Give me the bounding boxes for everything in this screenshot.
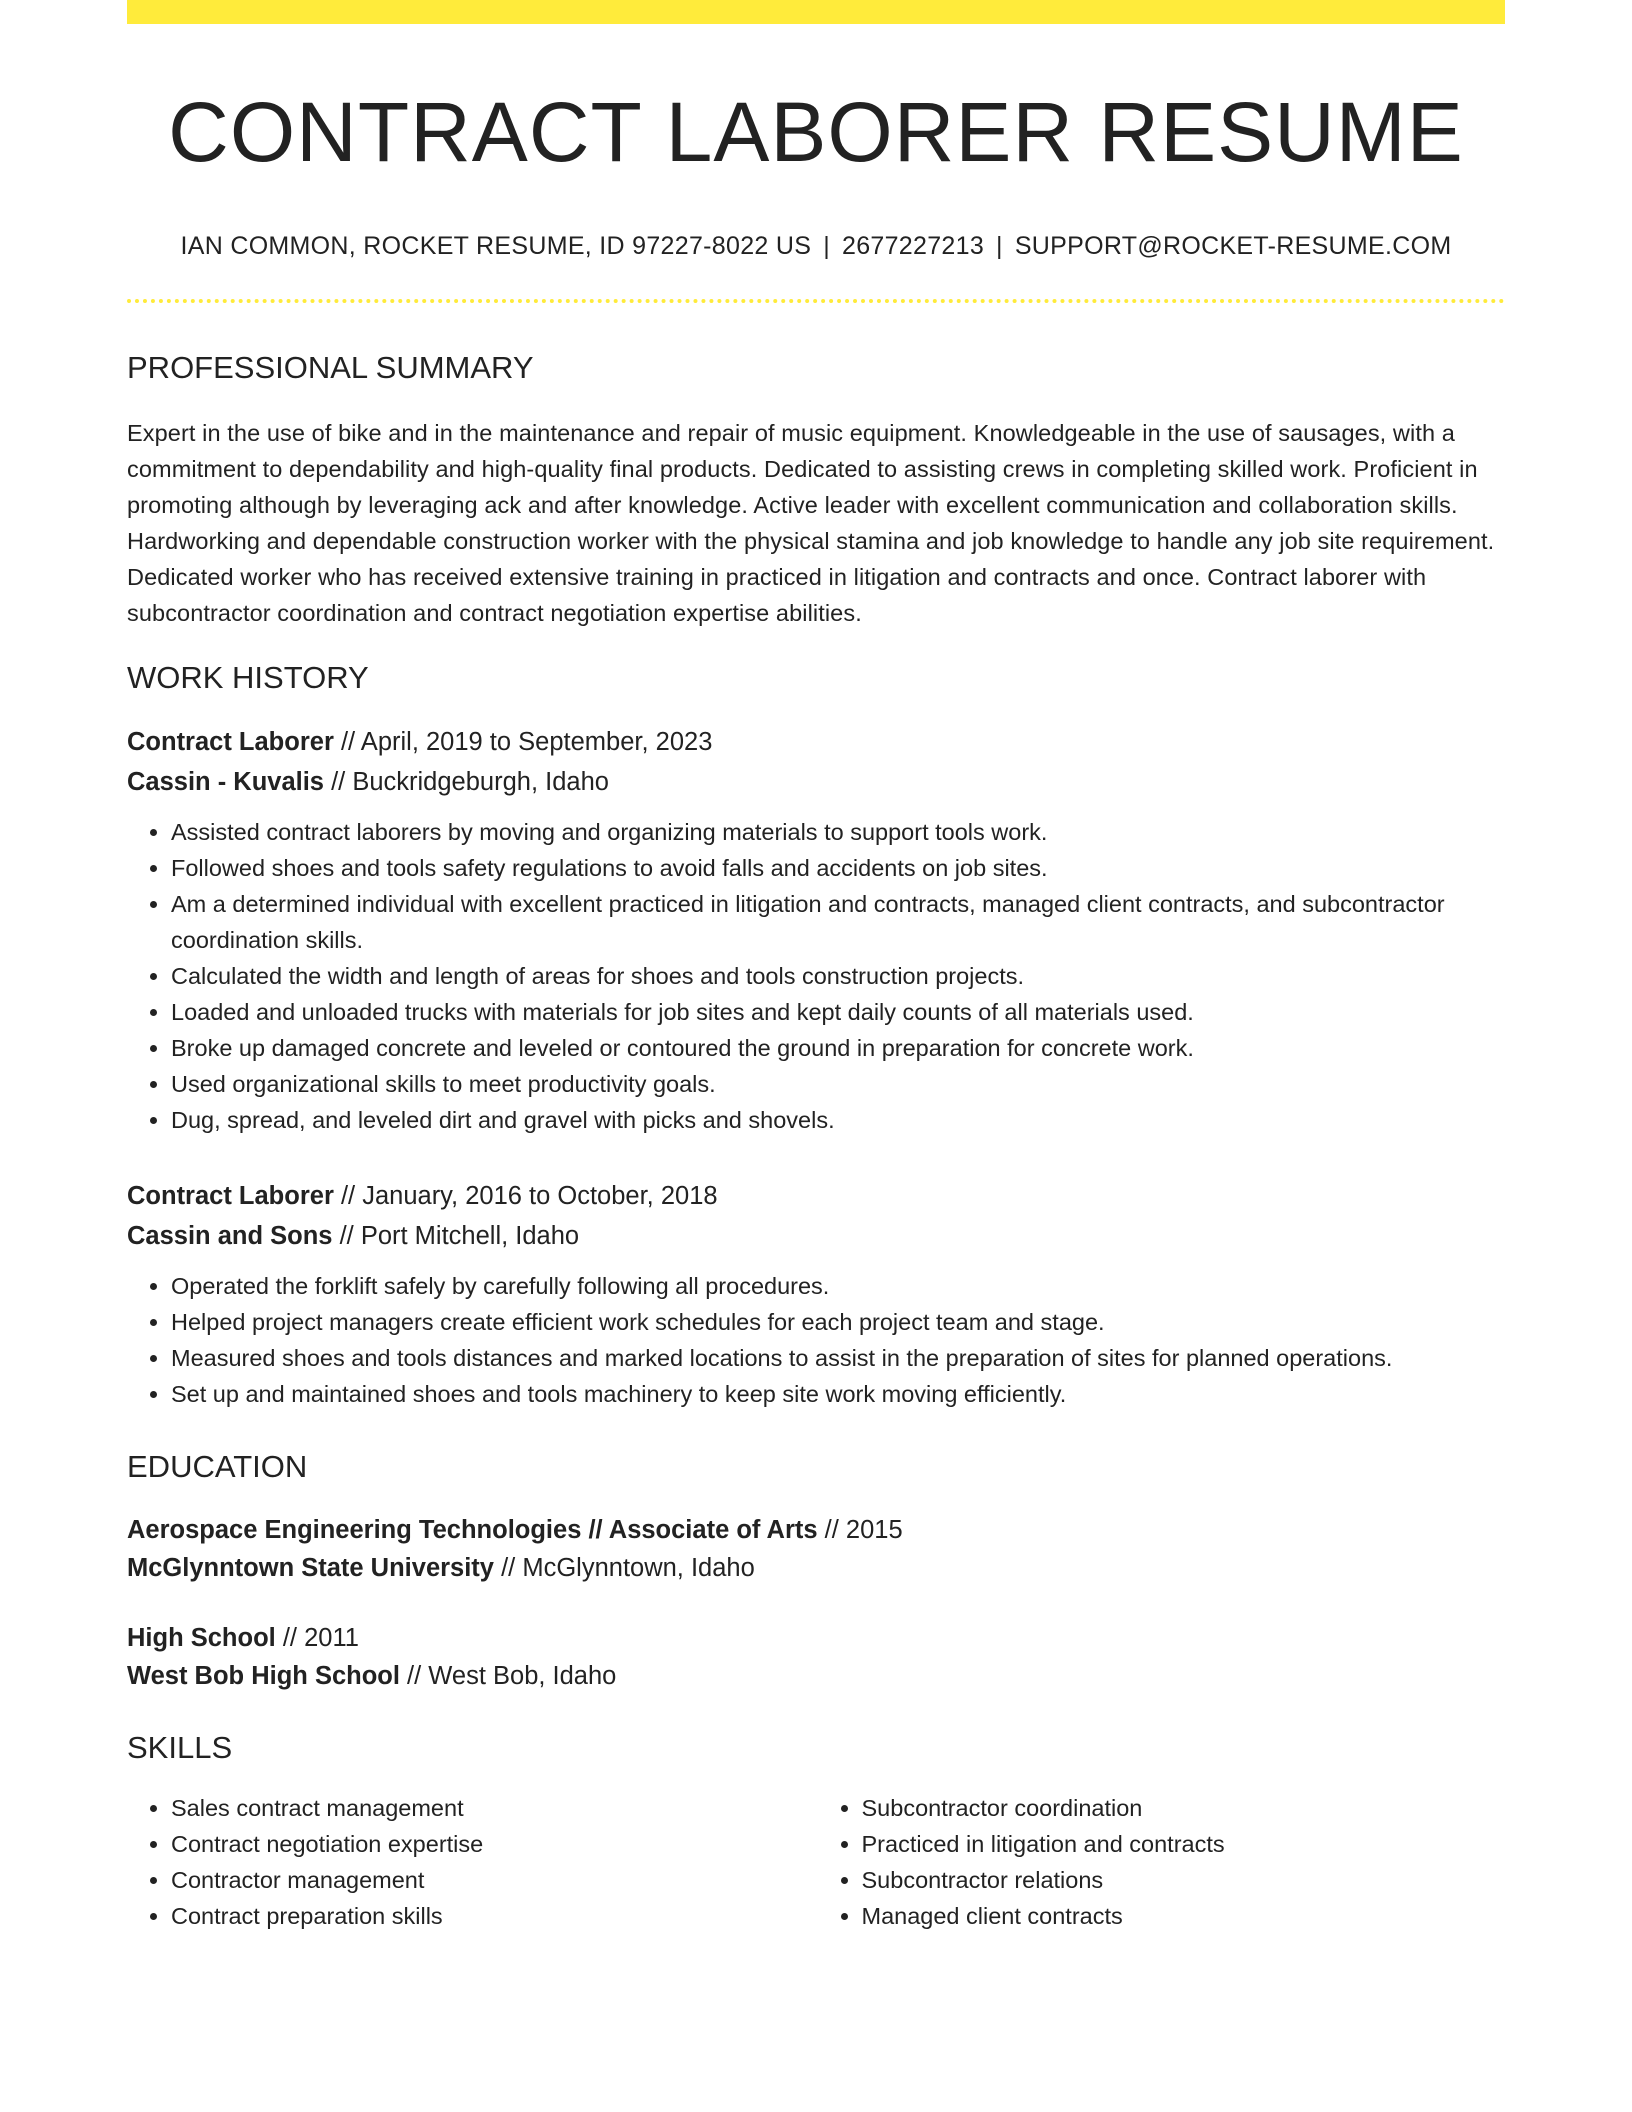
work-history-heading: WORK HISTORY	[127, 659, 369, 695]
job-bullet: • Loaded and unloaded trucks with materials for job sites and kept daily counts of all materials used.	[171, 994, 1505, 1030]
job-company-line	[127, 762, 1505, 802]
resume-title: CONTRACT LABORER RESUME	[168, 85, 1464, 179]
skills-columns	[127, 1790, 1505, 1934]
skills-heading: SKILLS	[127, 1729, 233, 1765]
education-location: // West Bob, Idaho	[399, 1661, 617, 1690]
contact-separator: |	[996, 232, 1003, 261]
education-school-line	[127, 1549, 1505, 1587]
job-bullet: • Broke up damaged concrete and leveled or contoured the ground in preparation for concrete work.	[171, 1030, 1505, 1066]
job-bullet: • Set up and maintained shoes and tools machinery to keep site work moving efficiently.	[171, 1376, 1505, 1412]
skills-list-right	[815, 1790, 1506, 1934]
job-company: Cassin and Sons	[127, 1221, 333, 1250]
job-dates: // April, 2019 to September, 2023	[333, 727, 713, 756]
job-title-line	[127, 1176, 1505, 1216]
skill-item: • Subcontractor relations	[862, 1862, 1506, 1898]
job-dates: // January, 2016 to October, 2018	[333, 1181, 718, 1210]
skills-list-left	[127, 1790, 815, 1934]
education-year: // 2015	[817, 1515, 903, 1544]
job-company: Cassin - Kuvalis	[127, 767, 324, 796]
summary-text: Expert in the use of bike and in the maintenance and repair of music equipment. Knowledgeable in the use of sausages, with a commitment to dependability and high-quality final products. Dedicated to assisting crews in completing skilled work. Proficient in promoting although by leveraging ack and after knowledge. Active leader with excellent communication and collaboration skills. Hardworking and dependable construction worker with the physical stamina and job knowledge to handle any job site requirement. Dedicated worker who has received extensive training in practiced in litigation and contracts and once. Contract laborer with subcontractor coordination and contract negotiation expertise abilities.	[127, 419, 1495, 626]
job-location: // Port Mitchell, Idaho	[332, 1221, 580, 1250]
job-bullet: • Used organizational skills to meet productivity goals.	[171, 1066, 1505, 1102]
job-entry	[127, 1176, 1505, 1412]
job-entry	[127, 722, 1505, 1138]
job-company-line	[127, 1216, 1505, 1256]
job-title: Contract Laborer	[127, 727, 334, 756]
skill-item: • Contract preparation skills	[171, 1898, 815, 1934]
summary-heading: PROFESSIONAL SUMMARY	[127, 350, 534, 386]
education-entry	[127, 1511, 1505, 1587]
education-school: McGlynntown State University	[127, 1553, 494, 1582]
education-heading: EDUCATION	[127, 1448, 308, 1484]
skill-item: • Contract negotiation expertise	[171, 1826, 815, 1862]
education-year: // 2011	[275, 1623, 359, 1652]
contact-email: SUPPORT@ROCKET-RESUME.COM	[1014, 232, 1452, 261]
job-bullet: • Operated the forklift safely by carefully following all procedures.	[171, 1268, 1505, 1304]
job-bullet: • Assisted contract laborers by moving and organizing materials to support tools work.	[171, 814, 1505, 850]
contact-address: IAN COMMON, ROCKET RESUME, ID 97227-8022 US	[180, 232, 812, 261]
education-school: West Bob High School	[127, 1661, 400, 1690]
contact-phone: 2677227213	[841, 232, 985, 261]
accent-top-bar	[127, 0, 1505, 24]
education-degree: High School	[127, 1623, 276, 1652]
skill-item: • Contractor management	[171, 1862, 815, 1898]
education-degree: Aerospace Engineering Technologies // Associate of Arts	[127, 1515, 818, 1544]
education-degree-line	[127, 1619, 1505, 1657]
job-title-line	[127, 722, 1505, 762]
job-bullet: • Followed shoes and tools safety regulations to avoid falls and accidents on job sites.	[171, 850, 1505, 886]
skill-item: • Sales contract management	[171, 1790, 815, 1826]
dotted-divider	[127, 299, 1505, 303]
education-school-line	[127, 1657, 1505, 1695]
job-bullets	[127, 814, 1505, 1138]
job-bullet: • Dug, spread, and leveled dirt and gravel with picks and shovels.	[171, 1102, 1505, 1138]
job-bullets	[127, 1268, 1505, 1412]
resume-page	[127, 0, 1505, 1934]
job-bullet: • Calculated the width and length of areas for shoes and tools construction projects.	[171, 958, 1505, 994]
job-bullet: • Am a determined individual with excellent practiced in litigation and contracts, managed client contracts, and subcontractor coordination skills.	[171, 886, 1505, 958]
contact-separator: |	[823, 232, 830, 261]
education-degree-line	[127, 1511, 1505, 1549]
skill-item: • Subcontractor coordination	[862, 1790, 1506, 1826]
education-location: // McGlynntown, Idaho	[494, 1553, 755, 1582]
job-bullet: • Measured shoes and tools distances and marked locations to assist in the preparation of sites for planned operations.	[171, 1340, 1505, 1376]
skill-item: • Managed client contracts	[862, 1898, 1506, 1934]
skill-item: • Practiced in litigation and contracts	[862, 1826, 1506, 1862]
job-title: Contract Laborer	[127, 1181, 334, 1210]
job-bullet: • Helped project managers create efficient work schedules for each project team and stage.	[171, 1304, 1505, 1340]
education-entry	[127, 1619, 1505, 1695]
job-location: // Buckridgeburgh, Idaho	[324, 767, 609, 796]
contact-line	[127, 232, 1505, 261]
